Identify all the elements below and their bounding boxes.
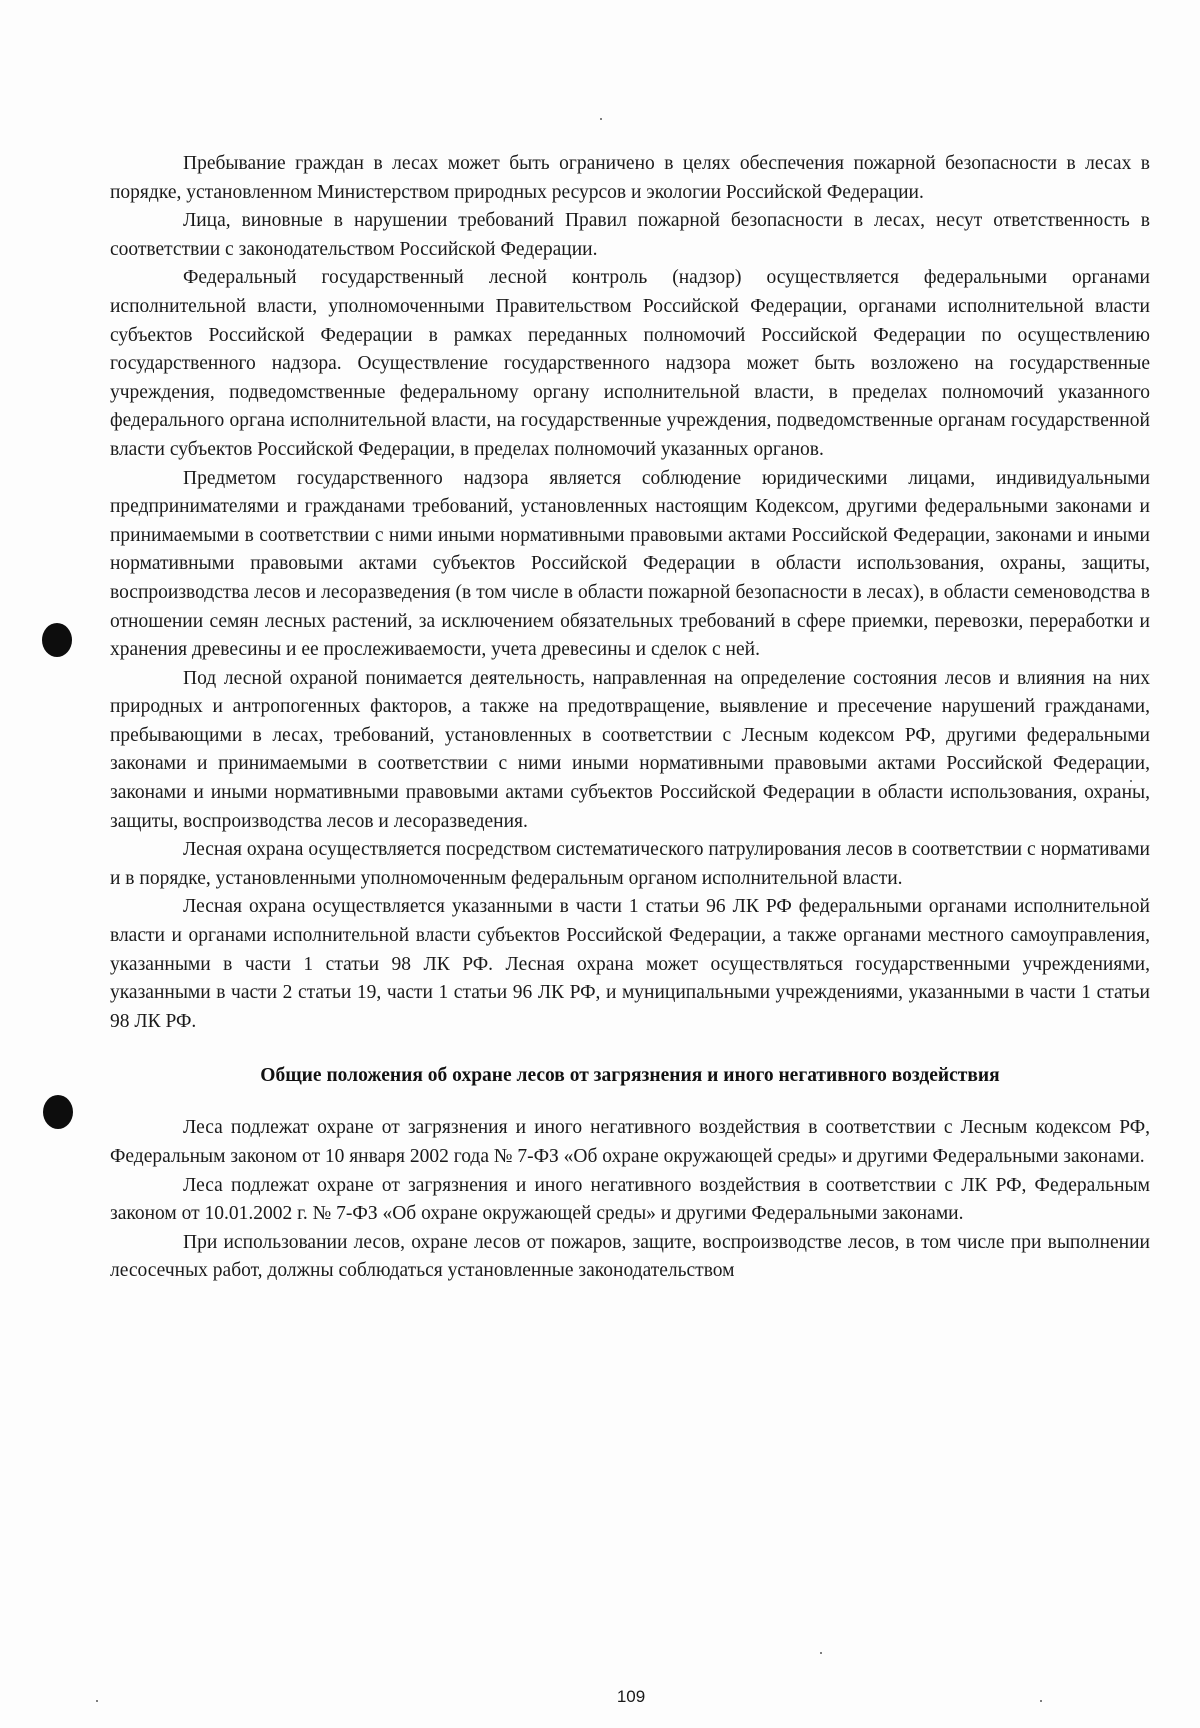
binder-hole	[42, 623, 72, 657]
paragraph: Под лесной охраной понимается деятельность, направленная на определение состояния лесов и влияния на них природных и антропогенных факторов, а также на предотвращение, выявление и пресечение нарушений гражданами, пребывающими в лесах, требований, установленных в соответствии с Лесным кодексом РФ, другими федеральными законами и принимаемыми в соответствии с ними иными нормативными правовыми актами Российской Федерации, законами и иными нормативными правовыми актами субъектов Российской Федерации в области использования, охраны, защиты, воспроизводства лесов и лесоразведения.	[110, 667, 1150, 832]
paragraph: Лесная охрана осуществляется указанными в части 1 статьи 96 ЛК РФ федеральными органами исполнительной власти и органами исполнительной власти субъектов Российской Федерации, а также органами местного самоуправления, указанными в части 1 статьи 98 ЛК РФ. Лесная охрана может осуществляться государственными учреждениями, указанными в части 2 статьи 19, части 1 статьи 96 ЛК РФ, и муниципальными учреждениями, указанными в части 1 статьи 98 ЛК РФ.	[110, 896, 1150, 1032]
scan-speck	[820, 1652, 822, 1654]
document-page	[110, 150, 1150, 1286]
paragraph: Леса подлежат охране от загрязнения и иного негативного воздействия в соответствии с Лесным кодексом РФ, Федеральным законом от 10 января 2002 года № 7-ФЗ «Об охране окружающей среды» и другими Федеральными законами.	[110, 1117, 1150, 1167]
paragraph: Федеральный государственный лесной контроль (надзор) осуществляется федеральными органами исполнительной власти, уполномоченными Правительством Российской Федерации, органами исполнительной власти субъектов Российской Федерации в рамках переданных полномочий Российской Федерации по осуществлению государственного надзора. Осуществление государственного надзора может быть возложено на государственные учреждения, подведомственные федеральному органу исполнительной власти, в пределах полномочий указанного федерального органа исполнительной власти, на государственные учреждения, подведомственные органам государственной власти субъектов Российской Федерации, в пределах полномочий указанных органов.	[110, 267, 1150, 460]
paragraph: Леса подлежат охране от загрязнения и иного негативного воздействия в соответствии с ЛК РФ, Федеральным законом от 10.01.2002 г. № 7-ФЗ «Об охране окружающей среды» и другими Федеральными законами.	[110, 1174, 1150, 1225]
paragraph: При использовании лесов, охране лесов от пожаров, защите, воспроизводстве лесов, в том числе при выполнении лесосечных работ, должны соблюдаться установленные законодательством	[110, 1231, 1150, 1282]
paragraph: Пребывание граждан в лесах может быть ограничено в целях обеспечения пожарной безопасности в лесах в порядке, установленном Министерством природных ресурсов и экологии Российской Федерации.	[110, 153, 1150, 203]
scan-speck	[600, 118, 602, 120]
paragraph: Лесная охрана осуществляется посредством систематического патрулирования лесов в соответствии с нормативами и в порядке, установленными уполномоченным федеральным органом исполнительной власти.	[110, 839, 1150, 889]
paragraph: Лица, виновные в нарушении требований Правил пожарной безопасности в лесах, несут ответственность в соответствии с законодательством Российской Федерации.	[110, 210, 1150, 260]
scan-speck	[96, 1700, 98, 1702]
scan-speck	[1040, 1700, 1042, 1702]
section-heading: Общие положения об охране лесов от загрязнения и иного негативного воздействия	[260, 1065, 1000, 1087]
page-number: 109	[616, 1687, 646, 1706]
binder-hole	[43, 1095, 73, 1129]
scan-speck	[1130, 780, 1132, 782]
paragraph: Предметом государственного надзора является соблюдение юридическими лицами, индивидуальными предпринимателями и гражданами требований, установленных настоящим Кодексом, другими федеральными законами и принимаемыми в соответствии с ними иными нормативными правовыми актами Российской Федерации, законами и иными нормативными правовыми актами субъектов Российской Федерации в области использования, охраны, защиты, воспроизводства лесов и лесоразведения (в том числе в области пожарной безопасности в лесах), в области семеноводства в отношении семян лесных растений, за исключением обязательных требований в сфере приемки, перевозки, переработки и хранения древесины и ее прослеживаемости, учета древесины и сделок с ней.	[110, 467, 1150, 661]
